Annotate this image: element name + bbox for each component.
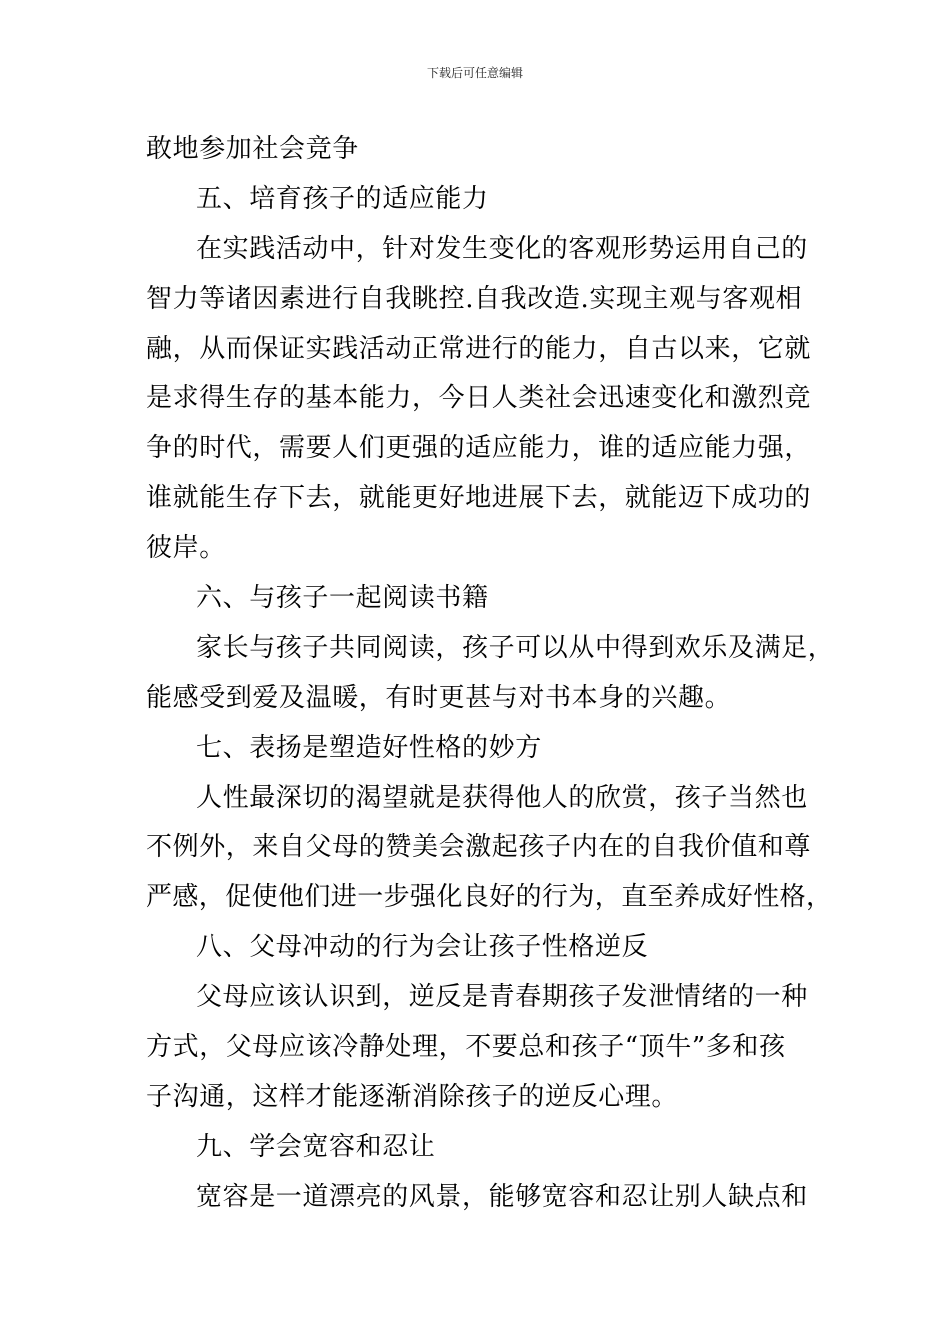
text-line: 智力等诸因素进行自我眺控.自我改造.实现主观与客观相: [146, 283, 803, 314]
text-line: 方式，父母应该冷静处理，不要总和孩子“顶牛”多和孩: [146, 1032, 786, 1063]
text-line: 不例外，来自父母的赞美会激起孩子内在的自我价值和尊: [146, 832, 812, 863]
text-line: 谁就能生存下去，就能更好地进展下去，就能迈下成功的: [146, 483, 812, 514]
text-line: 能感受到爱及温暖，有时更甚与对书本身的兴趣。: [146, 682, 732, 713]
text-line: 子沟通，这样才能逐渐消除孩子的逆反心理。: [146, 1081, 679, 1112]
text-line: 宽容是一道漂亮的风景，能够宽容和忍让别人缺点和: [196, 1181, 808, 1212]
text-line: 六、与孩子一起阅读书籍: [196, 583, 489, 614]
text-line: 家长与孩子共同阅读，孩子可以从中得到欢乐及满足，: [196, 632, 835, 663]
text-line: 在实践活动中，针对发生变化的客观形势运用自己的: [196, 233, 808, 264]
text-line: 八、父母冲动的行为会让孩子性格逆反: [196, 932, 649, 963]
text-line: 敢地参加社会竞争: [146, 134, 359, 164]
text-line: 七、表扬是塑造好性格的妙方: [196, 732, 542, 763]
text-line: 人性最深切的渴望就是获得他人的欣赏，孩子当然也: [196, 782, 808, 813]
text-line: 严感，促使他们进一步强化良好的行为，直至养成好性格，: [146, 882, 833, 913]
document-body: [146, 125, 835, 1223]
text-line: 五、培育孩子的适应能力: [196, 183, 489, 214]
text-line: 九、学会宽容和忍让: [196, 1131, 436, 1162]
text-line: 是求得生存的基本能力，今日人类社会迅速变化和激烈竞: [146, 383, 812, 414]
text-line: 父母应该认识到，逆反是青春期孩子发泄情绪的一种: [196, 982, 808, 1013]
page-header-note: 下载后可任意编辑: [426, 66, 523, 80]
text-line: 争的时代，需要人们更强的适应能力，谁的适应能力强，: [146, 433, 812, 464]
text-line: 彼岸。: [146, 533, 226, 564]
text-line: 融，从而保证实践活动正常进行的能力，自古以来，它就: [146, 333, 812, 364]
